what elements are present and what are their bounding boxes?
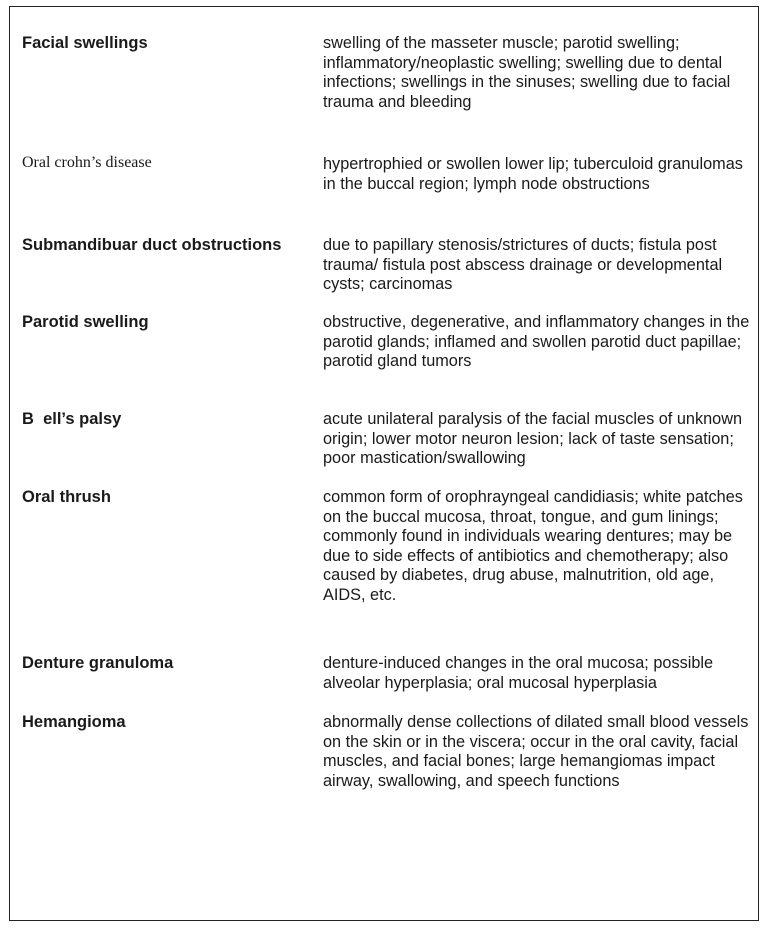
- condition-term: Hemangioma: [22, 713, 126, 731]
- condition-description: common form of orophrayngeal candidiasis; white patches on the buccal mucosa, throat, tongue, and gum linings; commonly found in individuals wearing dentures; may be due to side effects of antibiotics and chemotherapy; also caused by diabetes, drug abuse, malnutrition, old age, AIDS, etc.: [323, 488, 743, 604]
- condition-term: Oral thrush: [22, 488, 111, 506]
- condition-description: due to papillary stenosis/strictures of ducts; fistula post trauma/ fistula post abscess drainage or developmental cysts; carcinomas: [323, 236, 723, 294]
- condition-term: Oral crohn’s disease: [22, 154, 152, 171]
- condition-term: Denture granuloma: [22, 654, 174, 672]
- condition-description: abnormally dense collections of dilated small blood vessels on the skin or in the viscera; occur in the oral cavity, facial muscles, and facial bones; large hemangiomas impact airway, swallowing, and speech functions: [323, 713, 749, 790]
- condition-description: swelling of the masseter muscle; parotid swelling; inflammatory/neoplastic swelling; swelling due to dental infections; swellings in the sinuses; swelling due to facial trauma and bleeding: [323, 34, 731, 111]
- condition-term: Facial swellings: [22, 34, 148, 52]
- condition-term: B ell’s palsy: [22, 410, 122, 428]
- condition-term: Submandibuar duct obstructions: [22, 236, 282, 254]
- condition-description: hypertrophied or swollen lower lip; tuberculoid granulomas in the buccal region; lymph node obstructions: [323, 155, 743, 193]
- condition-description: obstructive, degenerative, and inflammatory changes in the parotid glands; inflamed and swollen parotid duct papillae; parotid gland tumors: [323, 313, 750, 371]
- table-frame: [9, 6, 759, 921]
- condition-term: Parotid swelling: [22, 313, 149, 331]
- condition-description: denture-induced changes in the oral mucosa; possible alveolar hyperplasia; oral mucosal hyperplasia: [323, 654, 714, 692]
- condition-description: acute unilateral paralysis of the facial muscles of unknown origin; lower motor neuron lesion; lack of taste sensation; poor mastication/swallowing: [323, 410, 743, 468]
